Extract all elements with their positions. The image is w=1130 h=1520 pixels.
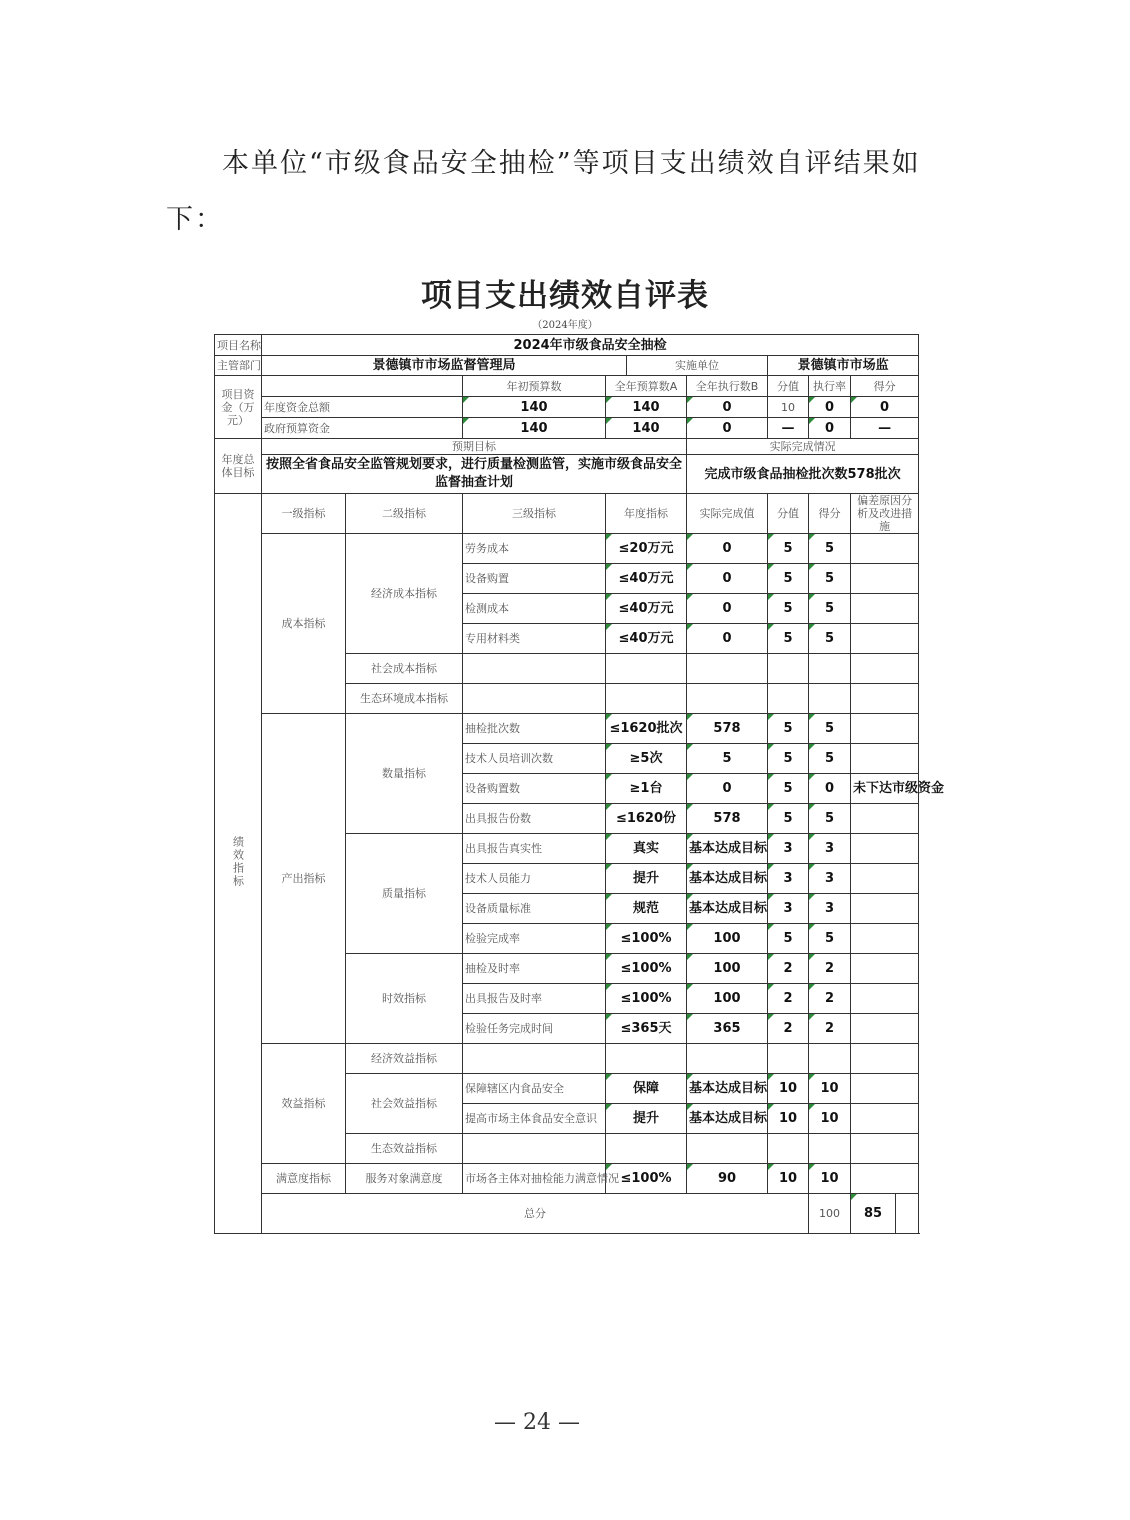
deviation-reason [851,1074,919,1104]
actual-value: 基本达成目标 [687,1074,768,1104]
intro-paragraph [166,136,926,248]
actual-value: 基本达成目标 [687,1104,768,1134]
score: 0 [809,774,851,804]
deviation-reason [851,954,919,984]
l3-indicator: 检验完成率 [463,924,606,954]
expected-label: 预期目标 [262,439,687,455]
l3-indicator: 提高市场主体食品安全意识 [463,1104,606,1134]
empty-cell [809,1134,851,1164]
satisfaction-label: 满意度指标 [262,1164,346,1194]
impl-label: 实施单位 [627,356,768,376]
empty-cell [687,684,768,714]
score-value: 2 [768,954,809,984]
score: 5 [809,564,851,594]
deviation-reason [851,804,919,834]
score: 5 [809,924,851,954]
target-value: 真实 [606,834,687,864]
score-value: 5 [768,774,809,804]
actual-value: 基本达成目标 [687,834,768,864]
col-initial: 年初预算数 [463,376,606,397]
empty-cell [463,684,606,714]
deviation-reason [851,834,919,864]
gov-value: — [768,418,809,439]
deviation-reason [851,594,919,624]
score: 5 [809,804,851,834]
target-value: ≤20万元 [606,534,687,564]
gov-score: — [851,418,919,439]
evaluation-table [214,334,945,1234]
actual-value: 365 [687,1014,768,1044]
target-value: ≤100% [606,954,687,984]
target-value: ≤365天 [606,1014,687,1044]
score-value: 2 [768,1014,809,1044]
total-score: 0 [851,397,919,418]
total-funds-label: 年度资金总额 [262,397,463,418]
l3-indicator: 劳务成本 [463,534,606,564]
total-rate: 0 [809,397,851,418]
col-budget-a: 全年预算数A [606,376,687,397]
score-value: 3 [768,894,809,924]
empty-cell [768,684,809,714]
col-score: 得分 [851,376,919,397]
l3-indicator: 出具报告真实性 [463,834,606,864]
l3-indicator: 检验任务完成时间 [463,1014,606,1044]
empty-cell [687,1044,768,1074]
score: 2 [809,1014,851,1044]
l3-indicator: 设备质量标准 [463,894,606,924]
score: 5 [809,744,851,774]
l3-indicator: 市场各主体对抽检能力满意情况 [463,1164,606,1194]
empty-cell [463,1134,606,1164]
score-value: 5 [768,924,809,954]
empty-cell [851,684,919,714]
empty-cell [768,654,809,684]
benefit-label: 效益指标 [262,1044,346,1164]
score: 2 [809,954,851,984]
empty-cell [463,1044,606,1074]
deviation-reason [851,714,919,744]
deviation-reason [851,1164,919,1194]
l3-indicator: 抽检批次数 [463,714,606,744]
score: 3 [809,834,851,864]
social-benefit-label: 社会效益指标 [346,1074,463,1134]
score: 10 [809,1074,851,1104]
dept-label: 主管部门 [215,356,262,376]
gov-initial: 140 [463,418,606,439]
econ-cost-label: 经济成本指标 [346,534,463,654]
score: 5 [809,534,851,564]
actual-value: 5 [687,744,768,774]
score: 5 [809,714,851,744]
score-value: 5 [768,564,809,594]
total-budget: 140 [606,397,687,418]
perf-label: 绩效指标 [215,494,262,1234]
empty-cell [851,1134,919,1164]
intro-text: 本单位“市级食品安全抽检”等项目支出绩效自评结果如下： [166,148,921,235]
l3-indicator: 专用材料类 [463,624,606,654]
empty-cell [687,1134,768,1164]
total-value: 10 [768,397,809,418]
econ-benefit-label: 经济效益指标 [346,1044,463,1074]
h-reason: 偏差原因分析及改进措施 [851,494,919,534]
score-value: 10 [768,1104,809,1134]
quality-label: 质量指标 [346,834,463,954]
deviation-reason [851,624,919,654]
score: 3 [809,864,851,894]
score: 3 [809,894,851,924]
impl-value: 景德镇市市场监 [768,356,919,376]
target-value: ≤1620批次 [606,714,687,744]
col-exec-rate: 执行率 [809,376,851,397]
total-initial: 140 [463,397,606,418]
deviation-reason [851,564,919,594]
expected-text: 按照全省食品安全监管规划要求，进行质量检测监管，实施市级食品安全监督抽查计划 [262,455,687,494]
actual-value: 0 [687,564,768,594]
score-value: 3 [768,864,809,894]
target-value: ≤40万元 [606,624,687,654]
score-value: 3 [768,834,809,864]
target-value: ≤100% [606,984,687,1014]
deviation-reason [851,1104,919,1134]
actual-value: 0 [687,534,768,564]
target-value: 规范 [606,894,687,924]
gov-exec: 0 [687,418,768,439]
target-value: ≥1台 [606,774,687,804]
empty-cell [896,1194,919,1234]
score: 5 [809,594,851,624]
score: 5 [809,624,851,654]
empty-cell [606,1044,687,1074]
gov-budget: 140 [606,418,687,439]
l3-indicator: 保障辖区内食品安全 [463,1074,606,1104]
score: 10 [809,1164,851,1194]
actual-value: 0 [687,774,768,804]
empty-cell [809,684,851,714]
score-value: 5 [768,744,809,774]
empty-cell [809,654,851,684]
actual-value: 基本达成目标 [687,864,768,894]
deviation-reason [851,984,919,1014]
score-value: 2 [768,984,809,1014]
score-value: 10 [768,1164,809,1194]
funds-label: 项目资金（万元） [215,376,262,439]
page-number: — 24 — [494,1410,580,1435]
output-label: 产出指标 [262,714,346,1044]
empty-cell [606,684,687,714]
empty-cell [851,654,919,684]
deviation-reason [851,924,919,954]
year-subtitle: （2024年度） [532,320,598,331]
page-title: 项目支出绩效自评表 [421,278,709,314]
h-level2: 二级指标 [346,494,463,534]
l3-indicator: 设备购置 [463,564,606,594]
empty-cell [809,1044,851,1074]
target-value: ≤100% [606,1164,687,1194]
dept-value: 景德镇市市场监督管理局 [262,356,627,376]
l3-indicator: 出具报告及时率 [463,984,606,1014]
actual-value: 100 [687,984,768,1014]
target-value: 提升 [606,1104,687,1134]
deviation-reason [851,1014,919,1044]
funds-blank [262,376,463,397]
target-value: ≤1620份 [606,804,687,834]
empty-cell [606,654,687,684]
target-value: ≤100% [606,924,687,954]
total-label: 总分 [262,1194,809,1234]
deviation-reason [851,744,919,774]
score: 10 [809,1104,851,1134]
actual-value: 0 [687,624,768,654]
l3-indicator: 抽检及时率 [463,954,606,984]
l3-indicator: 出具报告份数 [463,804,606,834]
score-value: 5 [768,624,809,654]
empty-cell [768,1044,809,1074]
score-value: 5 [768,804,809,834]
actual-label: 实际完成情况 [687,439,919,455]
l3-indicator: 技术人员培训次数 [463,744,606,774]
l3-indicator: 技术人员能力 [463,864,606,894]
empty-cell [463,654,606,684]
actual-text: 完成市级食品抽检批次数578批次 [687,455,919,494]
actual-value: 578 [687,804,768,834]
l3-indicator: 检测成本 [463,594,606,624]
h-score: 得分 [809,494,851,534]
deviation-reason [851,864,919,894]
actual-value: 578 [687,714,768,744]
actual-value: 90 [687,1164,768,1194]
h-actual: 实际完成值 [687,494,768,534]
project-name: 2024年市级食品安全抽检 [262,335,919,356]
actual-value: 100 [687,924,768,954]
score: 2 [809,984,851,1014]
score-value: 5 [768,534,809,564]
h-level1: 一级指标 [262,494,346,534]
h-value: 分值 [768,494,809,534]
h-target: 年度指标 [606,494,687,534]
empty-cell [687,654,768,684]
col-exec-b: 全年执行数B [687,376,768,397]
service-satisfaction-label: 服务对象满意度 [346,1164,463,1194]
deviation-reason [851,894,919,924]
gov-funds-label: 政府预算资金 [262,418,463,439]
h-level3: 三级指标 [463,494,606,534]
empty-cell [851,1044,919,1074]
total-value-sum: 100 [809,1194,851,1234]
target-value: 保障 [606,1074,687,1104]
empty-cell [768,1134,809,1164]
target-value: ≤40万元 [606,594,687,624]
target-value: ≥5次 [606,744,687,774]
deviation-reason [851,534,919,564]
l3-indicator: 设备购置数 [463,774,606,804]
score-value: 5 [768,594,809,624]
actual-value: 100 [687,954,768,984]
actual-value: 基本达成目标 [687,894,768,924]
total-score-sum: 85 [851,1194,896,1234]
actual-value: 0 [687,594,768,624]
empty-cell [606,1134,687,1164]
social-cost-label: 社会成本指标 [346,654,463,684]
gov-rate: 0 [809,418,851,439]
goal-label: 年度总体目标 [215,439,262,494]
col-score-value: 分值 [768,376,809,397]
deviation-reason: 未下达市级资金 [851,774,919,804]
quantity-label: 数量指标 [346,714,463,834]
score-value: 10 [768,1074,809,1104]
eco-cost-label: 生态环境成本指标 [346,684,463,714]
time-label: 时效指标 [346,954,463,1044]
total-exec: 0 [687,397,768,418]
cost-label: 成本指标 [262,534,346,714]
target-value: 提升 [606,864,687,894]
target-value: ≤40万元 [606,564,687,594]
project-name-label: 项目名称 [215,335,262,356]
eco-benefit-label: 生态效益指标 [346,1134,463,1164]
score-value: 5 [768,714,809,744]
